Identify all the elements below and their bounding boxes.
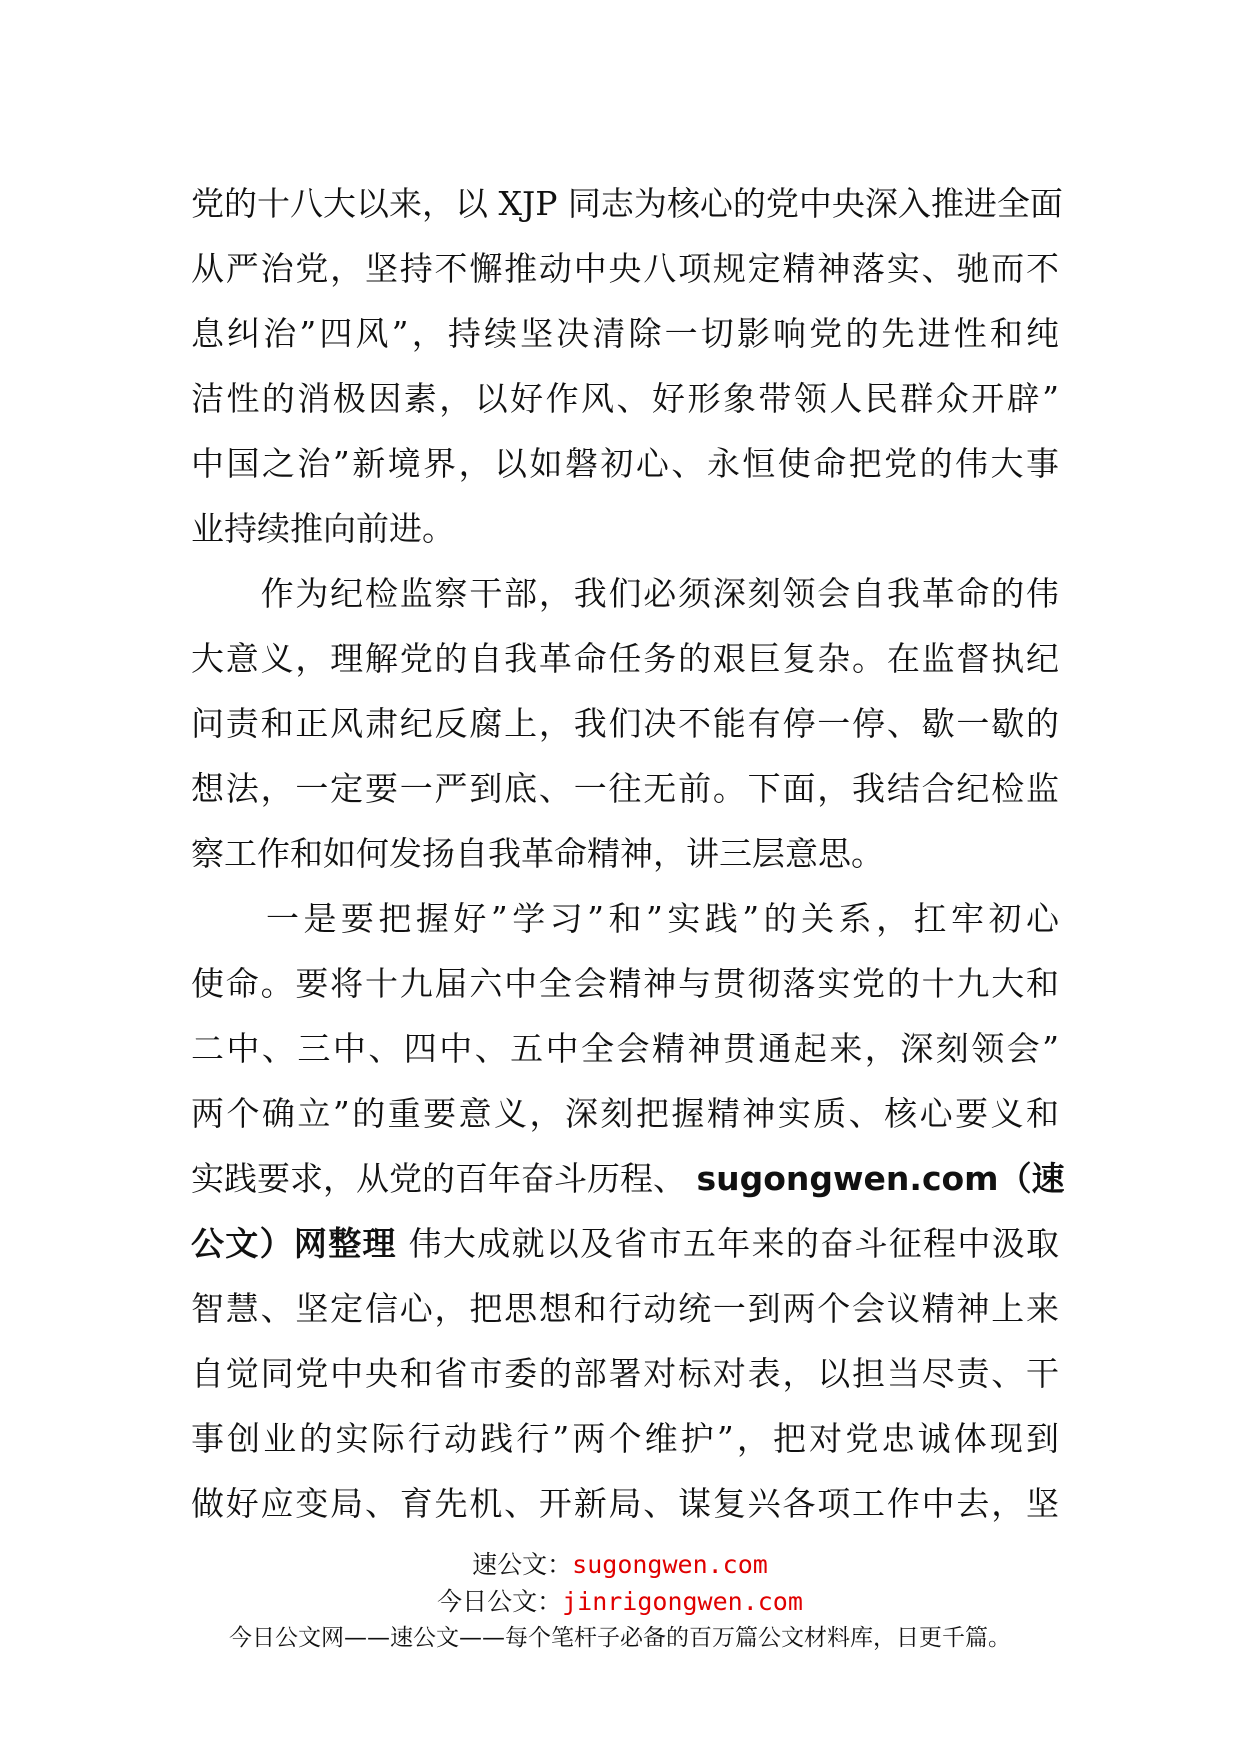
footer-line-1 <box>0 1547 1240 1583</box>
text-fragment: 实践要求，从党的百年奋斗历程、 <box>191 1159 686 1198</box>
text-line: 二中、三中、四中、五中全会精神贯通起来，深刻领会” <box>191 1029 1059 1068</box>
text-line: 问责和正风肃纪反腐上，我们决不能有停一停、歇一歇的 <box>191 704 1059 743</box>
footer-tagline: 今日公文网——速公文——每个笔杆子必备的百万篇公文材料库，日更千篇。 <box>229 1625 1011 1651</box>
text-line: 使命。要将十九届六中全会精神与贯彻落实党的十九大和 <box>191 964 1059 1003</box>
text-line: 做好应变局、育先机、开新局、谋复兴各项工作中去，坚 <box>191 1484 1059 1523</box>
text-line: 一是要把握好”学习”和”实践”的关系，扛牢初心 <box>191 899 1059 938</box>
text-line: 中国之治”新境界，以如磐初心、永恒使命把党的伟大事 <box>191 444 1059 483</box>
text-line: 智慧、坚定信心，把思想和行动统一到两个会议精神上来 <box>191 1289 1059 1328</box>
inline-watermark: 公文）网整理 <box>191 1224 397 1263</box>
text-line: 事创业的实际行动践行”两个维护”，把对党忠诚体现到 <box>191 1419 1059 1458</box>
text-line: 想法，一定要一严到底、一往无前。下面，我结合纪检监 <box>191 769 1059 808</box>
text-line <box>191 1211 1059 1276</box>
text-line: 息纠治”四风”，持续坚决清除一切影响党的先进性和纯 <box>191 314 1059 353</box>
footer-link[interactable]: jinrigongwen.com <box>562 1587 803 1616</box>
text-fragment: 伟大成就以及省市五年来的奋斗征程中汲取 <box>408 1224 1060 1263</box>
document-body <box>191 171 1065 1536</box>
footer-link[interactable]: sugongwen.com <box>572 1550 768 1579</box>
text-line: 洁性的消极因素，以好作风、好形象带领人民群众开辟” <box>191 379 1059 418</box>
text-line: 大意义，理解党的自我革命任务的艰巨复杂。在监督执纪 <box>191 639 1059 678</box>
text-line <box>191 1146 1065 1211</box>
text-line: 从严治党，坚持不懈推动中央八项规定精神落实、驰而不 <box>191 249 1059 288</box>
footer-label: 今日公文： <box>437 1587 563 1616</box>
footer-label: 速公文： <box>472 1550 573 1579</box>
text-line: 党的十八大以来，以 XJP 同志为核心的党中央深入推进全面 <box>191 184 1063 223</box>
text-line: 自觉同党中央和省市委的部署对标对表，以担当尽责、干 <box>191 1354 1059 1393</box>
text-line: 察工作和如何发扬自我革命精神，讲三层意思。 <box>191 834 884 873</box>
text-line: 业持续推向前进。 <box>191 509 455 548</box>
text-line: 作为纪检监察干部，我们必须深刻领会自我革命的伟 <box>191 574 1059 613</box>
inline-watermark: sugongwen.com（速 <box>696 1159 1065 1198</box>
footer-line-2 <box>0 1584 1240 1620</box>
text-line: 两个确立”的重要意义，深刻把握精神实质、核心要义和 <box>191 1094 1059 1133</box>
